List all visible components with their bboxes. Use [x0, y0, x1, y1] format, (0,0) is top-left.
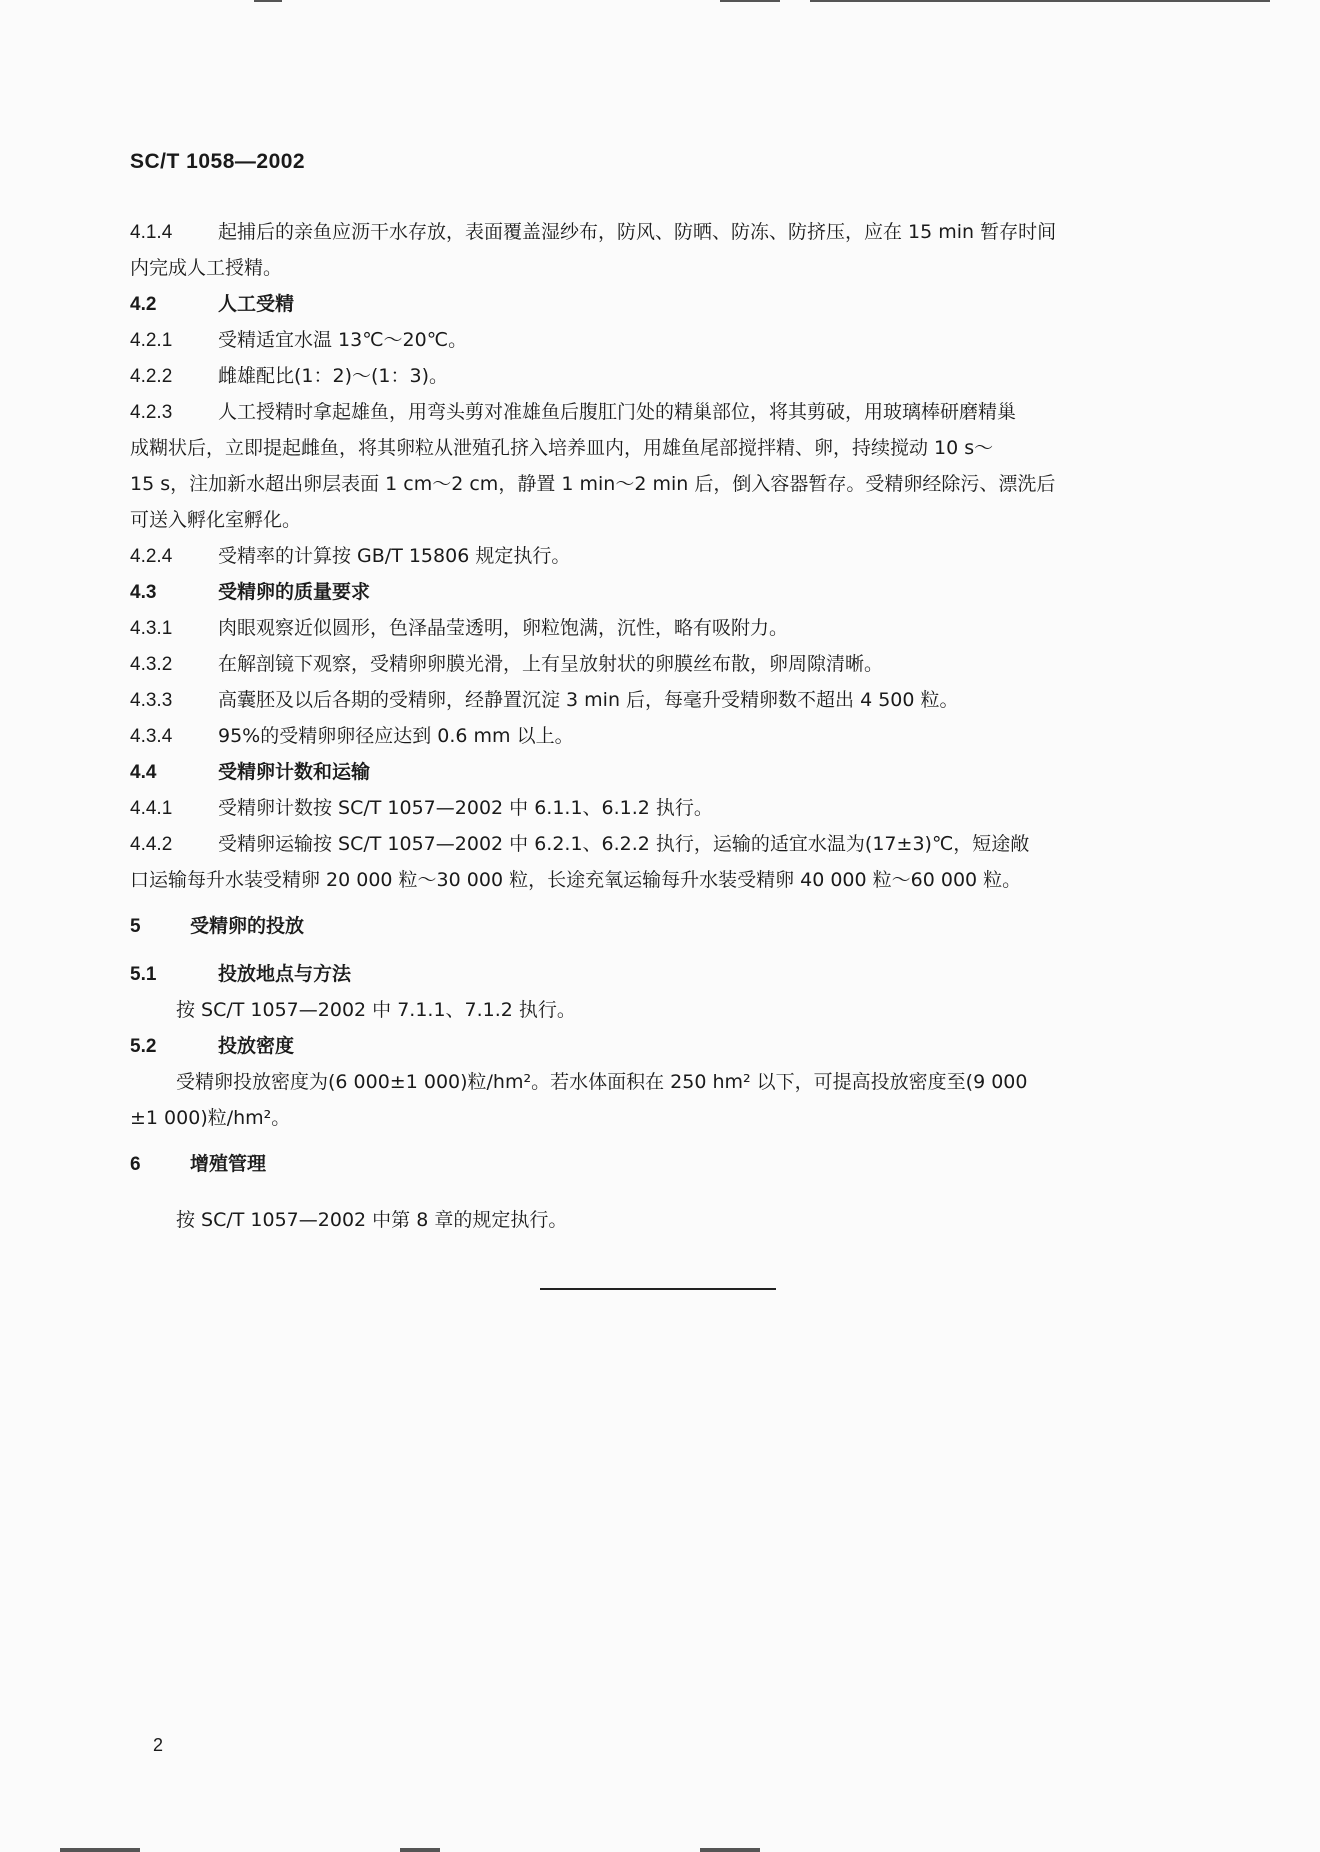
scan-artifact — [400, 1848, 440, 1852]
clause-text: 可送入孵化室孵化。 — [130, 509, 302, 531]
clause-number: 4.3.4 — [130, 726, 173, 747]
paragraph-text: 受精卵投放密度为(6 000±1 000)粒/hm²。若水体面积在 250 hm² 以下，可提高投放密度至(9 000 — [176, 1071, 1028, 1093]
subsection-number: 5.2 — [130, 1036, 157, 1057]
clause-text: 在解剖镜下观察，受精卵卵膜光滑，上有呈放射状的卵膜丝布散，卵周隙清晰。 — [218, 653, 884, 675]
clause-number: 4.4.1 — [130, 798, 173, 819]
clause-4-1-4 — [130, 214, 1190, 251]
clause-4-1-4-continuation — [130, 250, 1190, 286]
clause-number: 4.3.3 — [130, 690, 173, 711]
section-title: 受精卵的投放 — [190, 915, 305, 937]
clause-4-2-3 — [130, 394, 1190, 431]
clause-text: 起捕后的亲鱼应沥干水存放，表面覆盖湿纱布，防风、防晒、防冻、防挤压，应在 15 min 暂存时间 — [218, 221, 1057, 243]
clause-number: 4.2.2 — [130, 366, 173, 387]
clause-text: 95%的受精卵卵径应达到 0.6 mm 以上。 — [218, 725, 574, 747]
section-6-heading — [130, 1146, 1190, 1183]
paragraph-text: ±1 000)粒/hm²。 — [130, 1107, 291, 1129]
clause-number: 4.2.4 — [130, 546, 173, 567]
subsection-number: 4.4 — [130, 762, 157, 783]
subsection-number: 5.1 — [130, 964, 157, 985]
clause-4-3-3 — [130, 682, 1190, 719]
clause-4-2-3-continuation-2 — [130, 466, 1190, 502]
clause-text: 受精卵计数按 SC/T 1057—2002 中 6.1.1、6.1.2 执行。 — [218, 797, 713, 819]
clause-text: 雌雄配比(1：2)～(1：3)。 — [218, 365, 449, 387]
subsection-title: 人工受精 — [218, 293, 295, 315]
end-of-document-rule — [540, 1288, 776, 1290]
section-number: 5 — [130, 916, 141, 937]
section-number: 6 — [130, 1154, 141, 1175]
standard-code-header: SC/T 1058—2002 — [130, 150, 306, 173]
clause-text: 15 s，注加新水超出卵层表面 1 cm～2 cm，静置 1 min～2 min 后，倒入容器暂存。受精卵经除污、漂洗后 — [130, 473, 1056, 495]
page-number: 2 — [153, 1735, 164, 1755]
scan-artifact — [810, 0, 1270, 2]
clause-4-4-1 — [130, 790, 1190, 827]
clause-4-2-1 — [130, 322, 1190, 359]
clause-text: 口运输每升水装受精卵 20 000 粒～30 000 粒，长途充氧运输每升水装受精卵 40 000 粒～60 000 粒。 — [130, 869, 1022, 891]
scan-artifact — [60, 1848, 140, 1852]
clause-number: 4.3.1 — [130, 618, 173, 639]
clause-number: 4.3.2 — [130, 654, 173, 675]
clause-number: 4.2.3 — [130, 402, 173, 423]
section-5-heading — [130, 908, 1190, 945]
clause-text: 人工授精时拿起雄鱼，用弯头剪对准雄鱼后腹肛门处的精巢部位，将其剪破，用玻璃棒研磨精巢 — [218, 401, 1017, 423]
paragraph-6 — [176, 1202, 1236, 1238]
clause-number: 4.1.4 — [130, 222, 173, 243]
clause-4-4-2-continuation — [130, 862, 1190, 898]
scan-artifact — [700, 1848, 760, 1852]
clause-number: 4.4.2 — [130, 834, 173, 855]
subsection-5-1-heading — [130, 956, 1190, 993]
section-title: 增殖管理 — [190, 1153, 267, 1175]
clause-4-3-1 — [130, 610, 1190, 647]
clause-text: 肉眼观察近似圆形，色泽晶莹透明，卵粒饱满，沉性，略有吸附力。 — [218, 617, 789, 639]
paragraph-text: 按 SC/T 1057—2002 中第 8 章的规定执行。 — [176, 1209, 568, 1231]
subsection-title: 投放地点与方法 — [218, 963, 352, 985]
clause-4-2-3-continuation-3 — [130, 502, 1190, 538]
subsection-4-4-heading — [130, 754, 1190, 791]
clause-text: 成糊状后，立即提起雌鱼，将其卵粒从泄殖孔挤入培养皿内，用雄鱼尾部搅拌精、卵，持续搅动 10 s～ — [130, 437, 994, 459]
paragraph-5-2-continuation — [130, 1100, 1190, 1136]
clause-4-2-4 — [130, 538, 1190, 575]
clause-4-3-4 — [130, 718, 1190, 755]
clause-text: 内完成人工授精。 — [130, 257, 283, 279]
clause-4-2-3-continuation-1 — [130, 430, 1190, 466]
subsection-4-2-heading — [130, 286, 1190, 323]
scan-artifact — [720, 0, 780, 2]
clause-text: 受精卵运输按 SC/T 1057—2002 中 6.2.1、6.2.2 执行，运输的适宜水温为(17±3)℃，短途敞 — [218, 833, 1030, 855]
paragraph-5-1 — [176, 992, 1236, 1028]
subsection-title: 投放密度 — [218, 1035, 295, 1057]
subsection-number: 4.3 — [130, 582, 157, 603]
subsection-title: 受精卵的质量要求 — [218, 581, 371, 603]
clause-number: 4.2.1 — [130, 330, 173, 351]
clause-text: 受精率的计算按 GB/T 15806 规定执行。 — [218, 545, 571, 567]
clause-text: 高囊胚及以后各期的受精卵，经静置沉淀 3 min 后，每毫升受精卵数不超出 4 500 粒。 — [218, 689, 959, 711]
clause-4-2-2 — [130, 358, 1190, 395]
subsection-title: 受精卵计数和运输 — [218, 761, 371, 783]
paragraph-text: 按 SC/T 1057—2002 中 7.1.1、7.1.2 执行。 — [176, 999, 576, 1021]
clause-4-4-2 — [130, 826, 1190, 863]
subsection-5-2-heading — [130, 1028, 1190, 1065]
subsection-number: 4.2 — [130, 294, 157, 315]
subsection-4-3-heading — [130, 574, 1190, 611]
paragraph-5-2 — [176, 1064, 1236, 1100]
clause-4-3-2 — [130, 646, 1190, 683]
scan-artifact — [254, 0, 282, 2]
clause-text: 受精适宜水温 13℃～20℃。 — [218, 329, 468, 351]
